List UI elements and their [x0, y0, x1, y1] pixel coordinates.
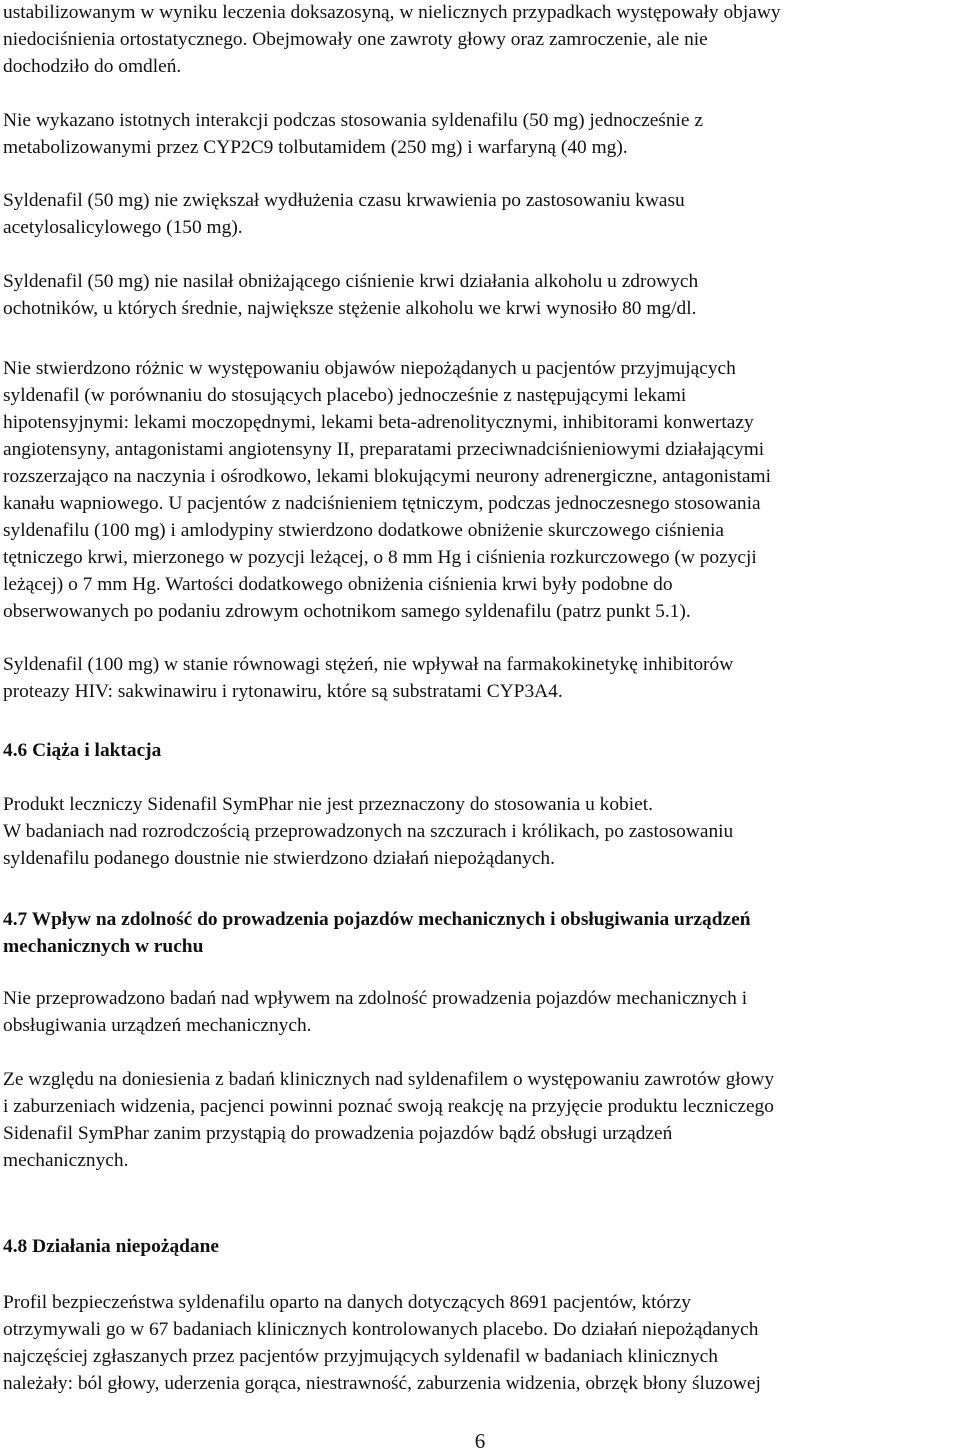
paragraph-line: metabolizowanymi przez CYP2C9 tolbutamidem (250 mg) i warfaryną (40 mg). — [3, 137, 628, 158]
paragraph-line: rozszerzająco na naczynia i ośrodkowo, lekami blokującymi neurony adrenergiczne, antagonistami — [3, 466, 771, 487]
paragraph-line: Nie wykazano istotnych interakcji podczas stosowania syldenafilu (50 mg) jednocześnie z — [3, 110, 703, 131]
paragraph-line: Nie przeprowadzono badań nad wpływem na zdolność prowadzenia pojazdów mechanicznych i — [3, 988, 748, 1009]
paragraph-line: ochotników, u których średnie, największe stężenie alkoholu we krwi wynosiło 80 mg/dl. — [3, 298, 697, 319]
section-heading-line: 4.7 Wpływ na zdolność do prowadzenia pojazdów mechanicznych i obsługiwania urządzeń — [3, 909, 751, 930]
page-number: 6 — [474, 1429, 486, 1453]
paragraph-line: leżącej) o 7 mm Hg. Wartości dodatkowego obniżenia ciśnienia krwi były podobne do — [3, 574, 673, 595]
paragraph-line: mechanicznych. — [3, 1150, 129, 1171]
paragraph-line: otrzymywali go w 67 badaniach klinicznych kontrolowanych placebo. Do działań niepożądanych — [3, 1319, 759, 1340]
paragraph-line: obserwowanych po podaniu zdrowym ochotnikom samego syldenafilu (patrz punkt 5.1). — [3, 601, 691, 622]
paragraph-line: hipotensyjnymi: lekami moczopędnymi, lekami beta-adrenolitycznymi, inhibitorami konwertazy — [3, 412, 754, 433]
paragraph-line: Produkt leczniczy Sidenafil SymPhar nie jest przeznaczony do stosowania u kobiet. — [3, 794, 653, 815]
section-heading-line: mechanicznych w ruchu — [3, 936, 204, 957]
paragraph-line: obsługiwania urządzeń mechanicznych. — [3, 1015, 312, 1036]
section-heading-line: 4.8 Działania niepożądane — [3, 1236, 220, 1257]
paragraph-line: należały: ból głowy, uderzenia gorąca, niestrawność, zaburzenia widzenia, obrzęk błony śluzowej — [3, 1373, 761, 1394]
paragraph-line: Sidenafil SymPhar zanim przystąpią do prowadzenia pojazdów bądź obsługi urządzeń — [3, 1123, 673, 1144]
paragraph-line: Ze względu na doniesienia z badań klinicznych nad syldenafilem o występowaniu zawrotów głowy — [3, 1069, 775, 1090]
paragraph-line: proteazy HIV: sakwinawiru i rytonawiru, które są substratami CYP3A4. — [3, 681, 563, 702]
paragraph-line: angiotensyny, antagonistami angiotensyny II, preparatami przeciwnadciśnieniowymi działającymi — [3, 439, 765, 460]
paragraph-line: niedociśnienia ortostatycznego. Obejmowały one zawroty głowy oraz zamroczenie, ale nie — [3, 29, 708, 50]
paragraph-line: syldenafilu podanego doustnie nie stwierdzono działań niepożądanych. — [3, 848, 555, 869]
paragraph-line: Syldenafil (100 mg) w stanie równowagi stężeń, nie wpływał na farmakokinetykę inhibitorów — [3, 654, 734, 675]
paragraph-line: Nie stwierdzono różnic w występowaniu objawów niepożądanych u pacjentów przyjmujących — [3, 358, 736, 379]
paragraph-line: W badaniach nad rozrodczością przeprowadzonych na szczurach i królikach, po zastosowaniu — [3, 821, 734, 842]
paragraph-line: syldenafil (w porównaniu do stosujących placebo) jednocześnie z następującymi lekami — [3, 385, 687, 406]
paragraph-line: ustabilizowanym w wyniku leczenia doksazosyną, w nielicznych przypadkach występowały objawy — [3, 2, 781, 23]
paragraph-line: dochodziło do omdleń. — [3, 56, 182, 77]
section-heading-line: 4.6 Ciąża i laktacja — [3, 740, 162, 761]
paragraph-line: najczęściej zgłaszanych przez pacjentów przyjmujących syldenafil w badaniach klinicznych — [3, 1346, 718, 1367]
paragraph-line: acetylosalicylowego (150 mg). — [3, 217, 243, 238]
paragraph-line: Syldenafil (50 mg) nie zwiększał wydłużenia czasu krwawienia po zastosowaniu kwasu — [3, 190, 685, 211]
paragraph-line: i zaburzeniach widzenia, pacjenci powinni poznać swoją reakcję na przyjęcie produktu leczniczego — [3, 1096, 774, 1117]
paragraph-line: syldenafilu (100 mg) i amlodypiny stwierdzono dodatkowe obniżenie skurczowego ciśnienia — [3, 520, 725, 541]
paragraph-line: Profil bezpieczeństwa syldenafilu oparto na danych dotyczących 8691 pacjentów, którzy — [3, 1292, 691, 1313]
paragraph-line: tętniczego krwi, mierzonego w pozycji leżącej, o 8 mm Hg i ciśnienia rozkurczowego (w pozycji — [3, 547, 757, 568]
paragraph-line: kanału wapniowego. U pacjentów z nadciśnieniem tętniczym, podczas jednoczesnego stosowania — [3, 493, 761, 514]
paragraph-line: Syldenafil (50 mg) nie nasilał obniżającego ciśnienie krwi działania alkoholu u zdrowych — [3, 271, 699, 292]
